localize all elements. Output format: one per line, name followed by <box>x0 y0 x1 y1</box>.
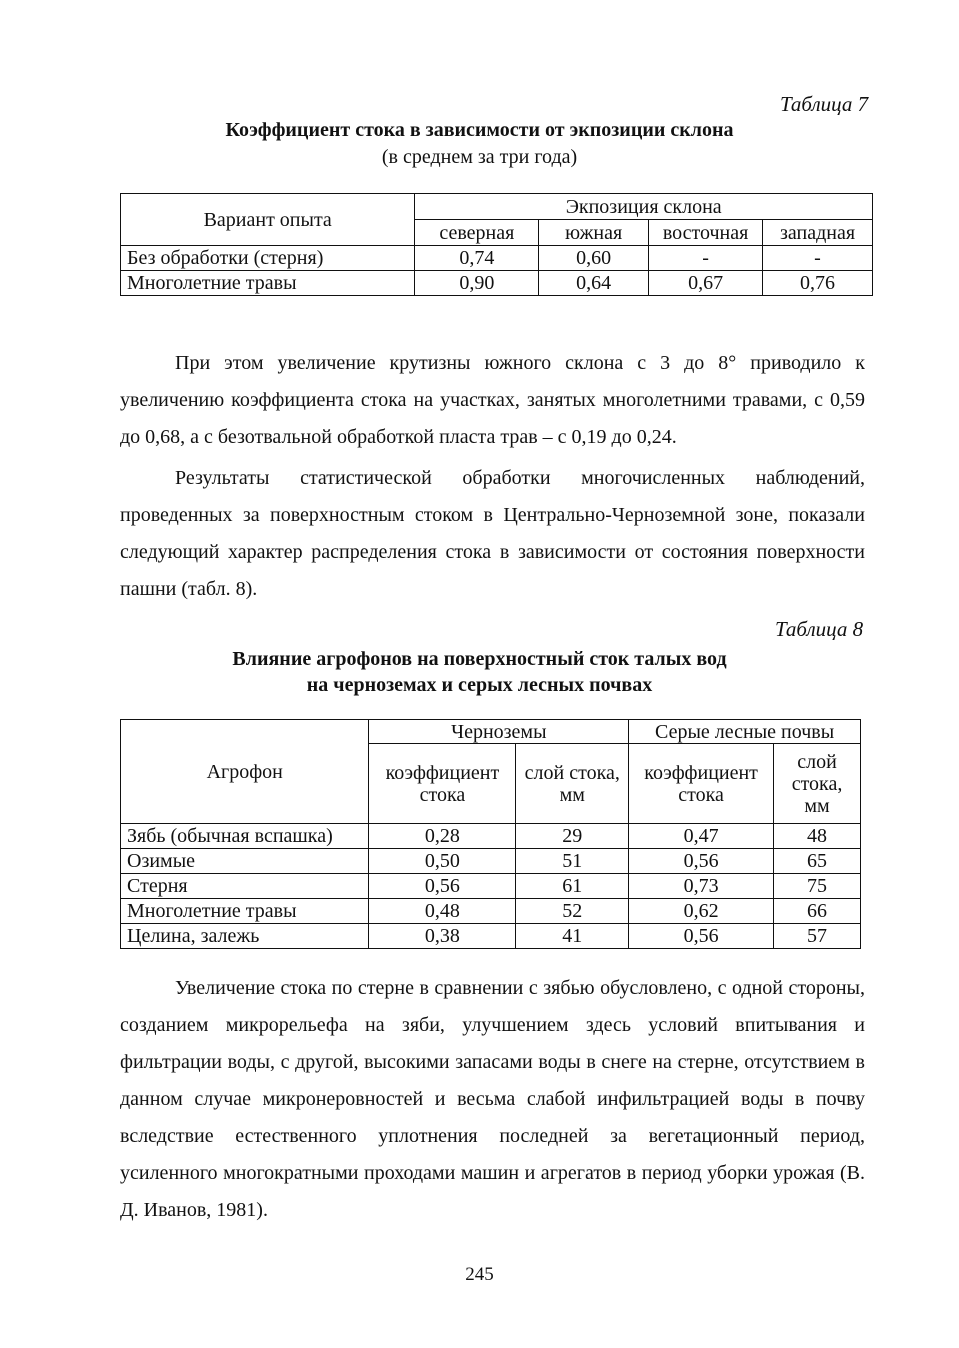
table8-group-chernozem: Черноземы <box>369 720 629 744</box>
table7-subtitle: (в среднем за три года) <box>381 146 578 168</box>
table7-label: Таблица 7 <box>780 92 869 116</box>
table8-cell: 48 <box>774 824 861 849</box>
paragraph-3-text: Увеличение стока по стерне в сравнении с зябью обусловлено, с одной стороны, созданием микрорельефа на зяби, улучшением здесь условий впитывания и фильтрации воды, с другой, высокими запасами воды в снеге на стерне, отсутствием в данном случае микронеровностей и весьма слабой инфильтрацией воды в почву вследствие естественного уплотнения последней за вегетационный период, усиленного многократными проходами машин и агрегатов в период уборки урожая (В. Д. Иванов, 1981). <box>120 977 865 1221</box>
table8-cell: 0,56 <box>629 924 774 949</box>
table8-row-name: Стерня <box>121 874 369 899</box>
table7 <box>120 193 873 296</box>
table-row <box>121 849 861 874</box>
table7-cell: 0,67 <box>649 271 763 296</box>
table7-cell: 0,90 <box>415 271 539 296</box>
table8-cell: 0,28 <box>369 824 516 849</box>
table8-title-line2: на черноземах и серых лесных почвах <box>306 674 653 696</box>
table8-cell: 0,38 <box>369 924 516 949</box>
table-row <box>121 899 861 924</box>
table8-cell: 57 <box>774 924 861 949</box>
table8-cell: 61 <box>516 874 629 899</box>
table8-cell: 41 <box>516 924 629 949</box>
table8-cell: 29 <box>516 824 629 849</box>
table8-cell: 0,73 <box>629 874 774 899</box>
paragraph-1 <box>120 345 865 456</box>
table8-cell: 0,56 <box>369 874 516 899</box>
paragraph-3 <box>120 970 865 1229</box>
table7-cell: - <box>649 246 763 271</box>
page-number: 245 <box>465 1264 494 1285</box>
table7-col-header: северная <box>415 220 539 246</box>
table8-group-grey-forest: Серые лесные почвы <box>629 720 861 744</box>
table8-subheader: слой стока, мм <box>516 744 629 824</box>
table7-col-header: западная <box>763 220 873 246</box>
table8-row-name: Озимые <box>121 849 369 874</box>
table8-cell: 0,50 <box>369 849 516 874</box>
table7-col-header: восточная <box>649 220 763 246</box>
table8-cell: 0,47 <box>629 824 774 849</box>
table7-row-name: Без обработки (стерня) <box>121 246 415 271</box>
table8-subheader: слой стока, мм <box>774 744 861 824</box>
paragraph-2-text: Результаты статистической обработки многочисленных наблюдений, проведенных за поверхностным стоком в Центрально-Черноземной зоне, показали следующий характер распределения стока в зависимости от состояния поверхности пашни (табл. 8). <box>120 467 865 600</box>
table7-row-name: Многолетние травы <box>121 271 415 296</box>
table8-row-name: Многолетние травы <box>121 899 369 924</box>
table7-cell: - <box>763 246 873 271</box>
paragraph-1-text: При этом увеличение крутизны южного склона с 3 до 8° приводило к увеличению коэффициента стока на участках, занятых многолетними травами, с 0,59 до 0,68, а с безотвальной обработкой пласта трав – с 0,19 до 0,24. <box>120 352 865 448</box>
table8-label: Таблица 8 <box>775 617 864 641</box>
table8-title-line1: Влияние агрофонов на поверхностный сток талых вод <box>232 648 727 670</box>
table7-cell: 0,60 <box>539 246 649 271</box>
table8-row-name: Целина, залежь <box>121 924 369 949</box>
table8-cell: 52 <box>516 899 629 924</box>
table7-header-group: Экпозиция склона <box>415 194 873 220</box>
table7-col-header: южная <box>539 220 649 246</box>
paragraph-2 <box>120 460 865 608</box>
table-row <box>121 271 873 296</box>
table8-cell: 0,48 <box>369 899 516 924</box>
table8-cell: 65 <box>774 849 861 874</box>
table8-subheader: коэффициент стока <box>369 744 516 824</box>
table-row <box>121 924 861 949</box>
table8-subheader: коэффициент стока <box>629 744 774 824</box>
table8-header-agrofon: Агрофон <box>121 720 369 824</box>
table8-cell: 0,62 <box>629 899 774 924</box>
table8-cell: 51 <box>516 849 629 874</box>
table8-cell: 0,56 <box>629 849 774 874</box>
table-row <box>121 824 861 849</box>
table8 <box>120 719 861 949</box>
table8-cell: 66 <box>774 899 861 924</box>
table7-title: Коэффициент стока в зависимости от экпозиции склона <box>225 119 734 141</box>
table8-cell: 75 <box>774 874 861 899</box>
table7-cell: 0,64 <box>539 271 649 296</box>
table-row <box>121 874 861 899</box>
table7-header-variant: Вариант опыта <box>121 194 415 246</box>
table7-cell: 0,76 <box>763 271 873 296</box>
table8-row-name: Зябь (обычная вспашка) <box>121 824 369 849</box>
table-row <box>121 246 873 271</box>
table7-cell: 0,74 <box>415 246 539 271</box>
